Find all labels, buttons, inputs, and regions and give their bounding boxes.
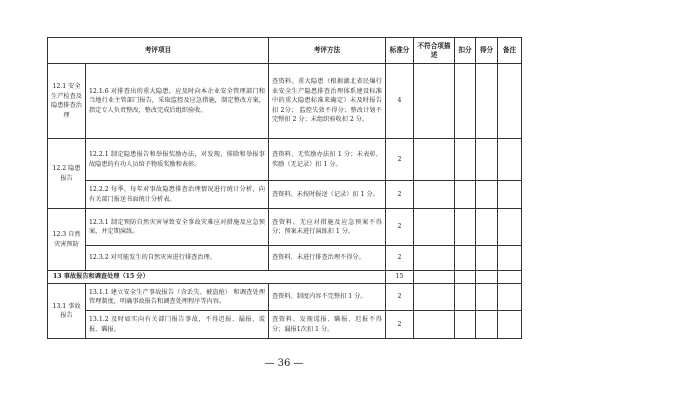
deduct-cell[interactable] [455,311,476,339]
standard-12-2-2: 2 [386,181,414,209]
remark-cell[interactable] [498,311,522,339]
deduct-cell[interactable] [455,284,476,311]
noncompliance-cell[interactable] [414,271,455,284]
table-row [48,284,522,311]
section-13-title: 13 事故报告和调查处理（15 分） [48,271,386,284]
standard-13-1-2: 2 [386,311,414,339]
standard-12-2-1: 2 [386,139,414,181]
deduct-cell[interactable] [455,271,476,284]
deduct-cell[interactable] [455,64,476,139]
item-12-2-2: 12.2.2 每季、每年对事故隐患排查治理情况进行统计分析，向有关部门报送书面统计分析表。 [86,181,269,209]
deduct-cell[interactable] [455,181,476,209]
header-method: 考评方法 [269,38,386,64]
evaluation-table [47,37,522,339]
noncompliance-cell[interactable] [414,209,455,246]
deduct-cell[interactable] [455,209,476,246]
standard-12-3-1: 2 [386,209,414,246]
evaluation-table-container [47,37,521,339]
table-row [48,64,522,139]
header-remark: 备注 [498,38,522,64]
category-12-3: 12.3 自然灾害预防 [48,209,86,271]
category-12-2: 12.2 隐患报告 [48,139,86,209]
remark-cell[interactable] [498,284,522,311]
standard-12-1-6: 4 [386,64,414,139]
remark-cell[interactable] [498,139,522,181]
header-deduct: 扣分 [455,38,476,64]
noncompliance-cell[interactable] [414,284,455,311]
noncompliance-cell[interactable] [414,64,455,139]
table-row [48,246,522,271]
noncompliance-cell[interactable] [414,246,455,271]
method-13-1-1: 查资料、制度内容不完整扣 1 分。 [269,284,386,311]
score-cell[interactable] [476,64,498,139]
deduct-cell[interactable] [455,139,476,181]
item-12-1-6: 12.1.6 对排查出的重大隐患，应及时向本企业安全管理部门和当地行业主管部门报告，采取监控及应急措施，制定整改方案，指定专人负责整改，整改完成后组织验收。 [86,64,269,139]
table-row [48,209,522,246]
item-12-3-1: 12.3.1 制定预防自然灾害导致安全事故灾难应对措施及应急预案，并定期演练。 [86,209,269,246]
remark-cell[interactable] [498,64,522,139]
method-12-3-2: 查资料、未进行排查治理不得分。 [269,246,386,271]
category-13-1: 13.1 事故报告 [48,284,86,339]
table-row [48,311,522,339]
method-13-1-2: 查资料、发现谎报、瞒报、迟报不得分；漏报1次扣 1 分。 [269,311,386,339]
header-item: 考评项目 [48,38,269,64]
noncompliance-cell[interactable] [414,311,455,339]
header-standard: 标准分 [386,38,414,64]
noncompliance-cell[interactable] [414,139,455,181]
standard-12-3-2: 2 [386,246,414,271]
page-number: — 36 — [264,358,304,369]
remark-cell[interactable] [498,246,522,271]
table-header-row [48,38,522,64]
standard-13-1-1: 2 [386,284,414,311]
remark-cell[interactable] [498,209,522,246]
score-cell[interactable] [476,246,498,271]
header-noncompliance: 不符合项描述 [414,38,455,64]
remark-cell[interactable] [498,271,522,284]
score-cell[interactable] [476,311,498,339]
item-12-3-2: 12.3.2 对可能发生的自然灾害进行排查治理。 [86,246,269,271]
method-12-3-1: 查资料、无应对措施及应急预案不得分；预案未进行演练扣 1 分。 [269,209,386,246]
item-12-2-1: 12.2.1 制定隐患报告和举报奖励办法，对发现、排除和举报事故隐患的有功人员给予物质奖励和表彰。 [86,139,269,181]
item-13-1-2: 13.1.2 及时如实向有关部门报告事故，不得迟报、漏报、谎报、瞒报。 [86,311,269,339]
score-cell[interactable] [476,139,498,181]
noncompliance-cell[interactable] [414,181,455,209]
header-score: 得分 [476,38,498,64]
method-12-2-1: 查资料、无奖励办法扣 1 分；未表彰、奖励（无记录）扣 1 分。 [269,139,386,181]
score-cell[interactable] [476,181,498,209]
deduct-cell[interactable] [455,246,476,271]
score-cell[interactable] [476,209,498,246]
section-row [48,271,522,284]
score-cell[interactable] [476,284,498,311]
category-12-1: 12.1 安全生产检查及隐患排查治理 [48,64,86,139]
remark-cell[interactable] [498,181,522,209]
method-12-2-2: 查资料、未按时报送（记录）扣 1 分。 [269,181,386,209]
item-13-1-1: 13.1.1 建立安全生产事故报告（含丢失、被盗抢） 和调查处理管理制度，明确事故报告和调查处理程序等内容。 [86,284,269,311]
table-row [48,181,522,209]
score-cell[interactable] [476,271,498,284]
method-12-1-6: 查资料、重大隐患（根据湖北省民爆行业安全生产隐患排查治理体系建设标准中的重大隐患标准来确定）未及时报告扣 2分； 监控失效不得分；整改计划不完整扣 2 分；未组织验收扣 2 分。 [269,64,386,139]
section-13-standard: 15 [386,271,414,284]
table-row [48,139,522,181]
